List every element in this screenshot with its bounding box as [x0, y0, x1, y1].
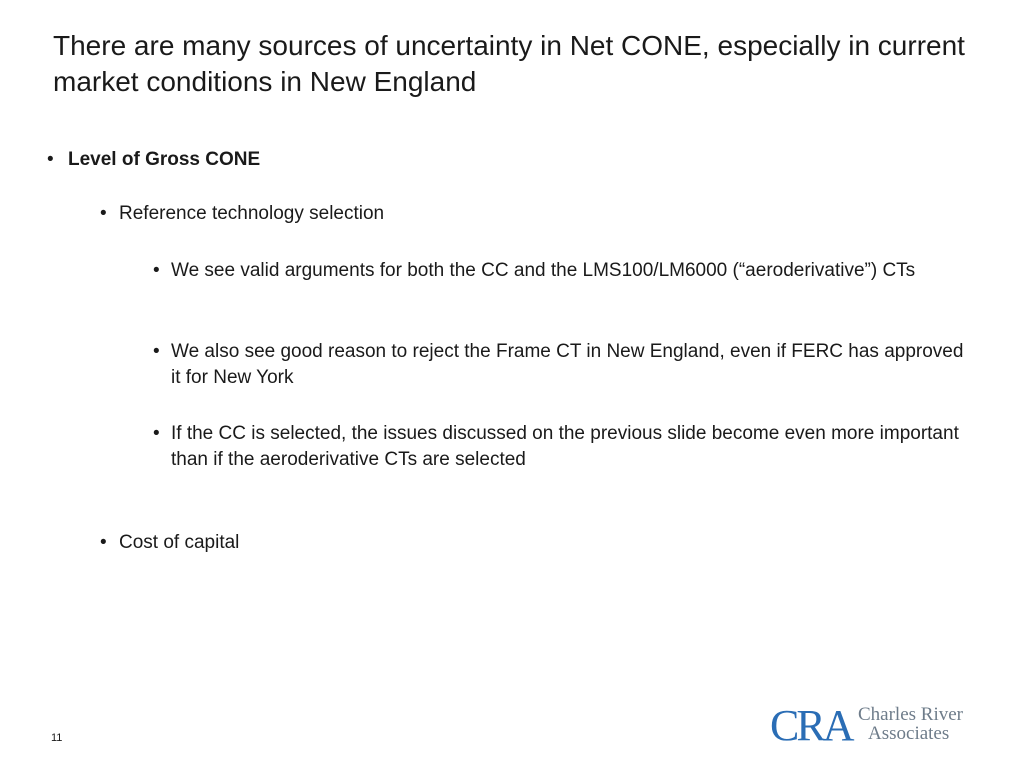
bullet-text: Cost of capital: [119, 532, 240, 553]
bullet-dot: •: [153, 341, 160, 362]
bullet-dot: •: [153, 423, 160, 444]
bullet-dot: •: [100, 532, 107, 553]
page-number: 11: [51, 732, 63, 744]
cra-logo: [770, 700, 980, 750]
bullet-dot: •: [153, 260, 160, 281]
slide-title: There are many sources of uncertainty in Net CONE, especially in current market conditions in New England: [53, 30, 965, 97]
bullet-text: We also see good reason to reject the Frame CT in New England, even if FERC has approved it for New York: [171, 341, 964, 388]
bullet-dot: •: [47, 149, 54, 170]
logo-mark: CRA: [770, 701, 852, 750]
bullet-text: We see valid arguments for both the CC and the LMS100/LM6000 (“aeroderivative”) CTs: [171, 260, 916, 281]
bullet-reference-technology: [100, 201, 960, 227]
bullet-level-of-gross-cone: [47, 147, 947, 173]
logo-name-line1: Charles River: [858, 704, 964, 725]
bullet-text: Reference technology selection: [119, 203, 385, 224]
bullet-text: Level of Gross CONE: [68, 149, 261, 170]
bullet-cost-of-capital: [100, 530, 960, 556]
bullet-valid-arguments: [153, 258, 973, 284]
bullet-reject-frame-ct: [153, 339, 973, 391]
logo-name-line2: Associates: [868, 723, 950, 744]
bullet-cc-selected: [153, 421, 973, 473]
bullet-text: If the CC is selected, the issues discussed on the previous slide become even more important than if the aeroderivative CTs are selected: [171, 423, 959, 470]
bullet-dot: •: [100, 203, 107, 224]
